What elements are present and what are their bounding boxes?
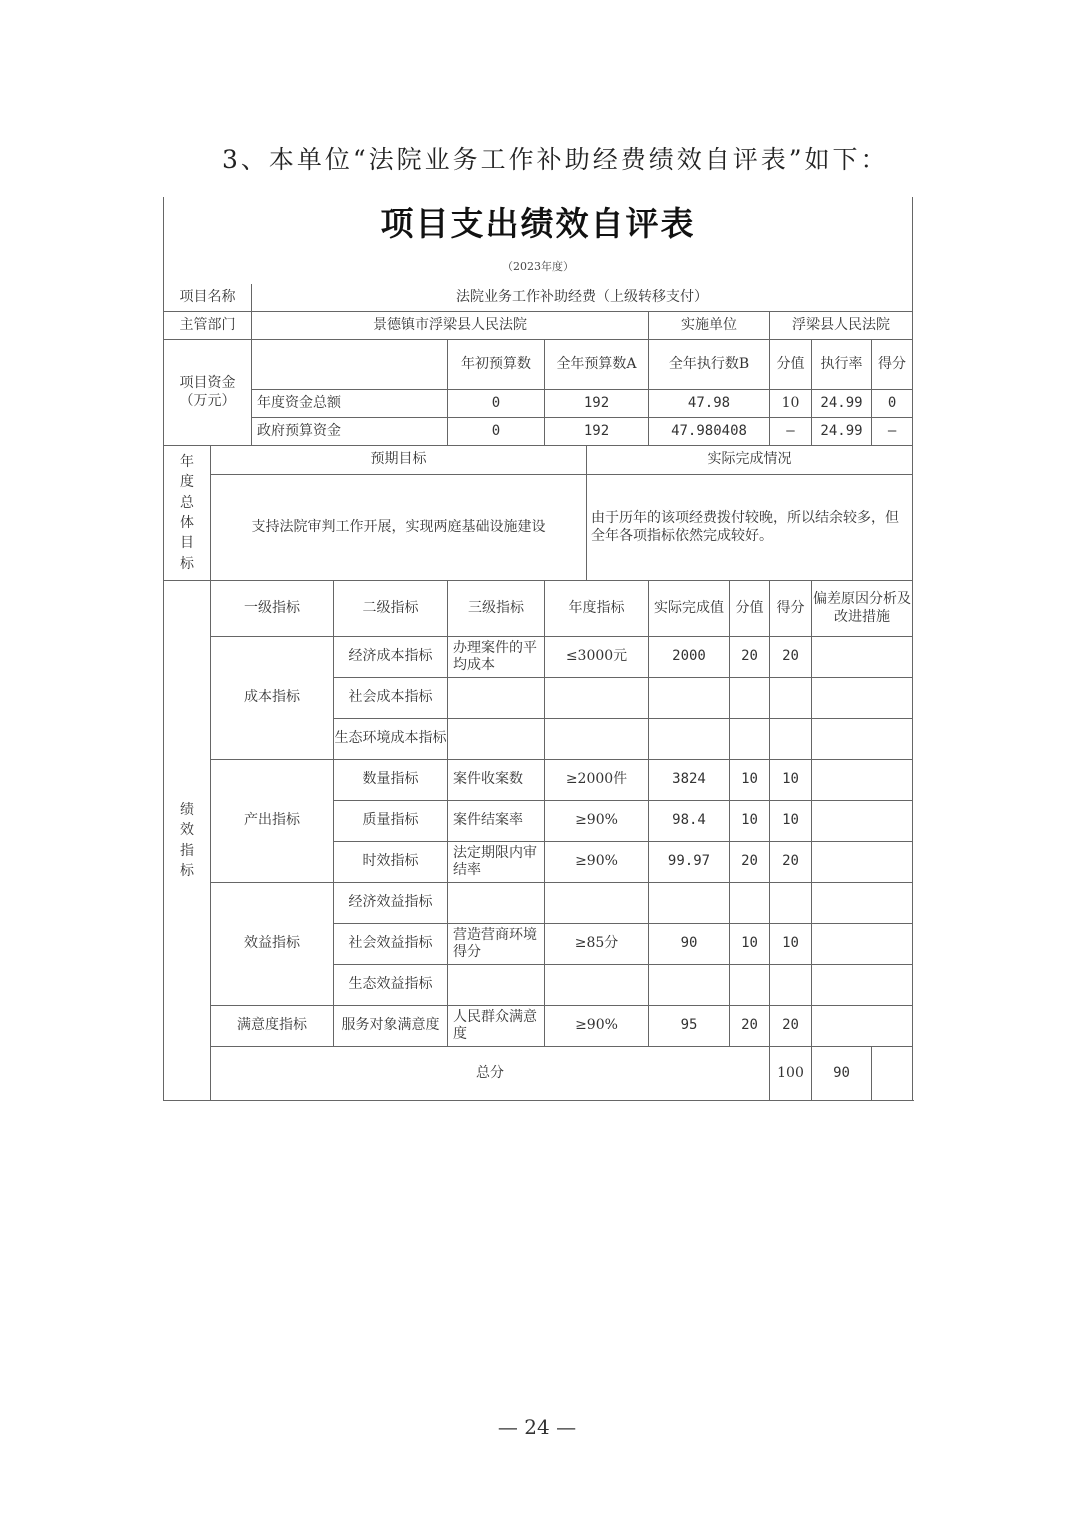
ind-value: 10	[730, 924, 770, 965]
form-year: （2023年度）	[502, 260, 575, 274]
total-score: 90	[812, 1047, 872, 1101]
funds-label: 项目资金 （万元）	[164, 340, 252, 446]
ind-l3: 办理案件的平均成本	[448, 637, 545, 678]
total-label: 总分	[211, 1047, 770, 1101]
ind-l3: 人民群众满意度	[448, 1006, 545, 1047]
ind-header-target: 年度指标	[545, 581, 649, 637]
ind-note	[812, 965, 913, 1006]
ind-note	[812, 760, 913, 801]
ind-l2: 数量指标	[334, 760, 448, 801]
funds-initial: 0	[448, 418, 545, 446]
ind-value: 20	[730, 842, 770, 883]
ind-value	[730, 678, 770, 719]
funds-annual: 192	[545, 390, 649, 418]
ind-l3	[448, 678, 545, 719]
ind-header-l1: 一级指标	[211, 581, 334, 637]
funds-header-annual: 全年预算数A	[545, 340, 649, 390]
ind-score	[770, 965, 812, 1006]
self-evaluation-form	[163, 197, 912, 1104]
form-title: 项目支出绩效自评表	[380, 204, 696, 244]
funds-header-initial: 年初预算数	[448, 340, 545, 390]
ind-l2: 社会效益指标	[334, 924, 448, 965]
ind-l3	[448, 883, 545, 924]
group-name: 产出指标	[211, 760, 334, 883]
ind-score: 10	[770, 924, 812, 965]
ind-value: 20	[730, 637, 770, 678]
funds-rate: 24.99	[812, 390, 872, 418]
ind-l2: 生态环境成本指标	[334, 719, 448, 760]
ind-score: 10	[770, 801, 812, 842]
ind-header-actual: 实际完成值	[649, 581, 730, 637]
ind-target	[545, 883, 649, 924]
ind-note	[812, 924, 913, 965]
funds-score: —	[872, 418, 913, 446]
goal-label: 年度总体目标	[164, 446, 211, 581]
project-name-label: 项目名称	[164, 284, 252, 312]
group-name: 成本指标	[211, 637, 334, 760]
ind-note	[812, 842, 913, 883]
funds-rate: 24.99	[812, 418, 872, 446]
ind-score: 20	[770, 1006, 812, 1047]
ind-actual: 95	[649, 1006, 730, 1047]
group-name: 效益指标	[211, 883, 334, 1006]
actual-label: 实际完成情况	[587, 446, 913, 475]
page-number: — 24 —	[497, 1415, 577, 1439]
ind-l2: 时效指标	[334, 842, 448, 883]
expected-label: 预期目标	[211, 446, 587, 475]
funds-row-label: 政府预算资金	[252, 418, 448, 446]
funds-header-score: 得分	[872, 340, 913, 390]
ind-actual: 99.97	[649, 842, 730, 883]
ind-l2: 经济效益指标	[334, 883, 448, 924]
funds-initial: 0	[448, 390, 545, 418]
perf-label: 绩效指标	[164, 581, 211, 1101]
ind-actual: 2000	[649, 637, 730, 678]
ind-score: 20	[770, 637, 812, 678]
ind-l3: 案件结案率	[448, 801, 545, 842]
ind-note	[812, 719, 913, 760]
ind-value: 10	[730, 801, 770, 842]
dept-name: 景德镇市浮梁县人民法院	[252, 312, 649, 340]
dept-label: 主管部门	[164, 312, 252, 340]
ind-l3	[448, 719, 545, 760]
ind-header-value: 分值	[730, 581, 770, 637]
ind-target: ≥90%	[545, 842, 649, 883]
ind-target: ≥2000件	[545, 760, 649, 801]
ind-note	[812, 1006, 913, 1047]
ind-score: 20	[770, 842, 812, 883]
ind-l2: 生态效益指标	[334, 965, 448, 1006]
actual-result: 由于历年的该项经费拨付较晚，所以结余较多，但全年各项指标依然完成较好。	[587, 475, 913, 581]
ind-note	[812, 883, 913, 924]
funds-row-label: 年度资金总额	[252, 390, 448, 418]
ind-value	[730, 965, 770, 1006]
ind-header-note: 偏差原因分析及改进措施	[812, 581, 913, 637]
ind-l2: 质量指标	[334, 801, 448, 842]
ind-note	[812, 678, 913, 719]
funds-executed: 47.98	[649, 390, 770, 418]
funds-header-score-value: 分值	[770, 340, 812, 390]
ind-value	[730, 719, 770, 760]
ind-target	[545, 678, 649, 719]
ind-note	[812, 801, 913, 842]
ind-l3	[448, 965, 545, 1006]
ind-header-l2: 二级指标	[334, 581, 448, 637]
ind-actual: 90	[649, 924, 730, 965]
ind-l3: 营造营商环境得分	[448, 924, 545, 965]
ind-value	[730, 883, 770, 924]
group-name: 满意度指标	[211, 1006, 334, 1047]
funds-executed: 47.980408	[649, 418, 770, 446]
ind-l2: 服务对象满意度	[334, 1006, 448, 1047]
ind-target	[545, 965, 649, 1006]
ind-l3: 案件收案数	[448, 760, 545, 801]
project-name: 法院业务工作补助经费（上级转移支付）	[252, 284, 913, 312]
ind-score	[770, 719, 812, 760]
ind-actual: 3824	[649, 760, 730, 801]
ind-score	[770, 883, 812, 924]
funds-score-value: —	[770, 418, 812, 446]
funds-header-executed: 全年执行数B	[649, 340, 770, 390]
ind-l2: 社会成本指标	[334, 678, 448, 719]
ind-target: ≥90%	[545, 801, 649, 842]
ind-target: ≤3000元	[545, 637, 649, 678]
funds-header-rate: 执行率	[812, 340, 872, 390]
total-value: 100	[770, 1047, 812, 1101]
impl-name: 浮梁县人民法院	[770, 312, 913, 340]
ind-target	[545, 719, 649, 760]
ind-header-score: 得分	[770, 581, 812, 637]
total-note	[872, 1047, 913, 1101]
ind-score: 10	[770, 760, 812, 801]
ind-header-l3: 三级指标	[448, 581, 545, 637]
ind-actual	[649, 883, 730, 924]
intro-text: 3、本单位“法院业务工作补助经费绩效自评表”如下：	[222, 145, 889, 174]
ind-actual	[649, 678, 730, 719]
ind-target: ≥90%	[545, 1006, 649, 1047]
ind-score	[770, 678, 812, 719]
ind-value: 20	[730, 1006, 770, 1047]
ind-l2: 经济成本指标	[334, 637, 448, 678]
funds-score-value: 10	[770, 390, 812, 418]
funds-annual: 192	[545, 418, 649, 446]
funds-header-blank	[252, 340, 448, 390]
ind-actual	[649, 719, 730, 760]
expected-goal: 支持法院审判工作开展，实现两庭基础设施建设	[211, 475, 587, 581]
ind-actual: 98.4	[649, 801, 730, 842]
ind-l3: 法定期限内审结率	[448, 842, 545, 883]
ind-target: ≥85分	[545, 924, 649, 965]
funds-score: 0	[872, 390, 913, 418]
ind-actual	[649, 965, 730, 1006]
ind-value: 10	[730, 760, 770, 801]
ind-note	[812, 637, 913, 678]
form-table	[163, 197, 913, 1101]
impl-label: 实施单位	[649, 312, 770, 340]
